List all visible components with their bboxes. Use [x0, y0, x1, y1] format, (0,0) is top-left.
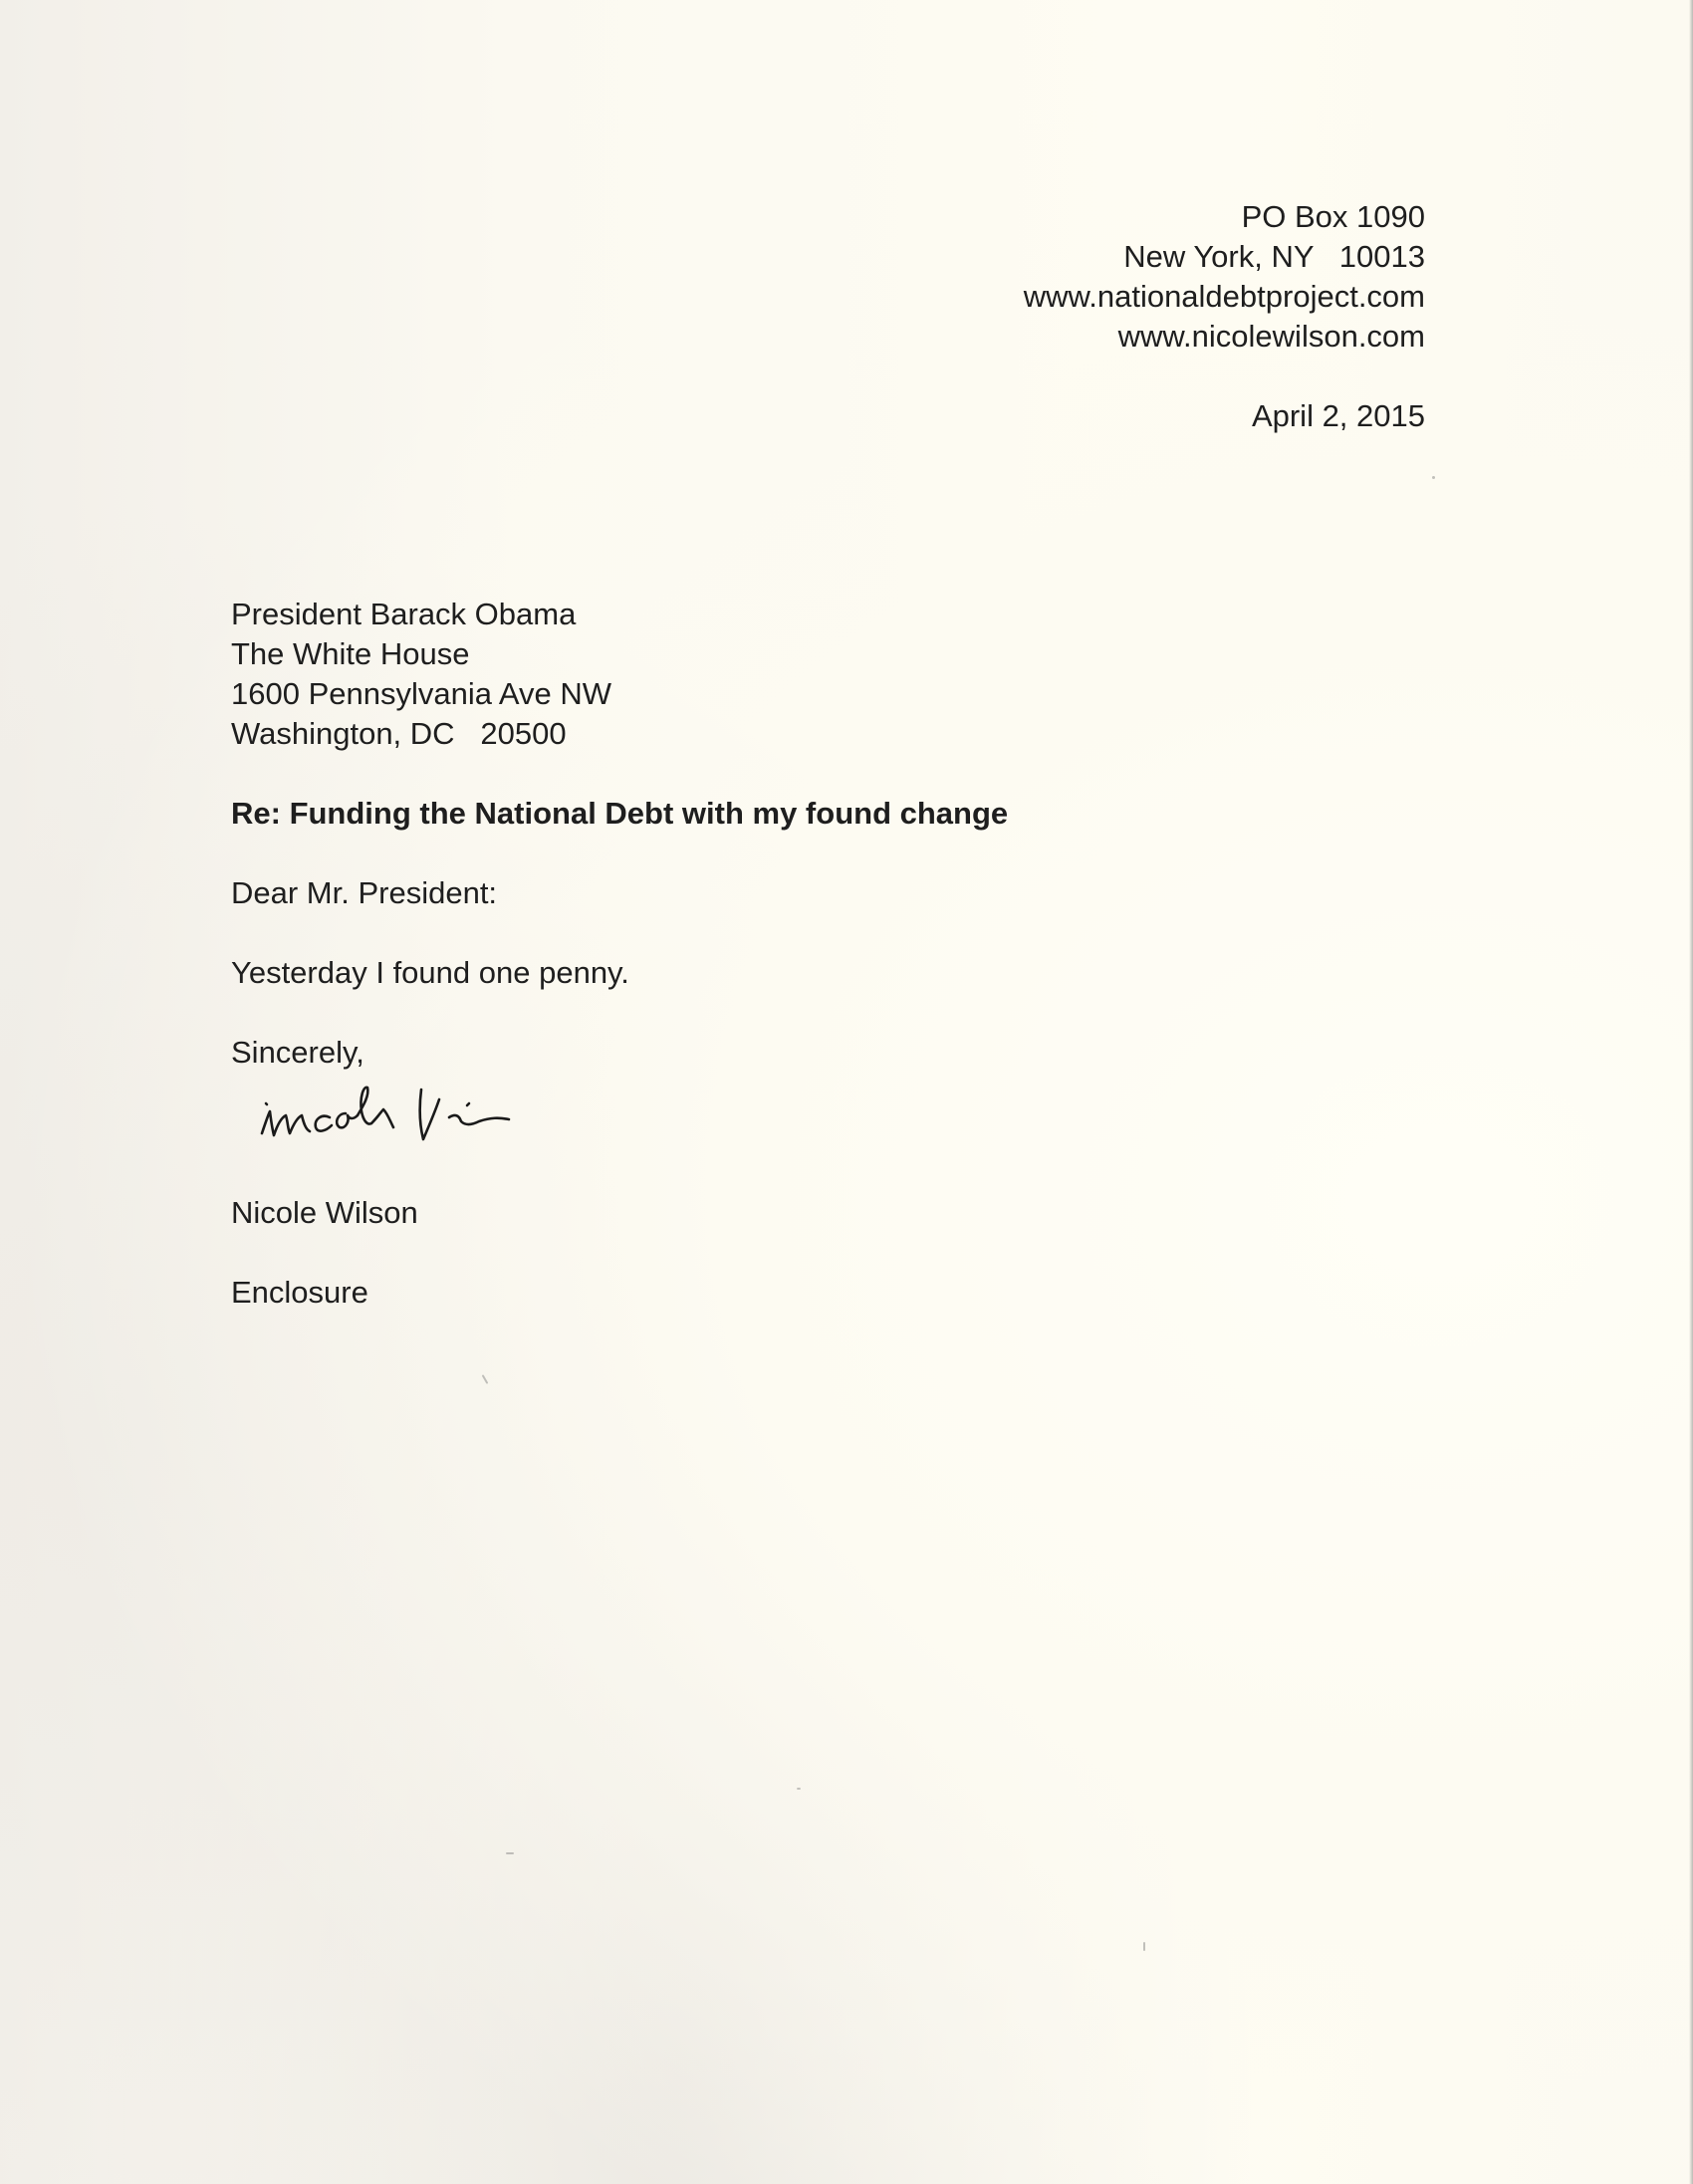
- sender-address-block: [1024, 197, 1425, 357]
- sender-website-2: www.nicolewilson.com: [1117, 319, 1425, 354]
- recipient-name: President Barack Obama: [231, 597, 577, 631]
- letter-date: April 2, 2015: [1251, 398, 1425, 433]
- letter-body: Yesterday I found one penny.: [231, 955, 629, 990]
- paper-speck: [1143, 1942, 1145, 1951]
- recipient-street: 1600 Pennsylvania Ave NW: [231, 676, 611, 711]
- paper-speck: [482, 1374, 489, 1384]
- page-edge-shadow: [1689, 0, 1693, 2184]
- paper-speck: [506, 1852, 514, 1854]
- sender-city-state-zip: New York, NY 10013: [1123, 239, 1425, 274]
- salutation: Dear Mr. President:: [231, 875, 498, 910]
- recipient-organization: The White House: [231, 636, 470, 671]
- sender-po-box: PO Box 1090: [1241, 199, 1425, 234]
- closing: Sincerely,: [231, 1035, 364, 1070]
- handwritten-signature: [254, 1076, 622, 1165]
- paper-speck: [797, 1788, 801, 1790]
- sender-website-1: www.nationaldebtproject.com: [1023, 279, 1425, 314]
- subject-line: Re: Funding the National Debt with my found change: [231, 796, 1009, 831]
- signer-name: Nicole Wilson: [231, 1195, 418, 1230]
- paper-speck: [1432, 476, 1435, 479]
- recipient-city-state-zip: Washington, DC 20500: [231, 716, 567, 751]
- recipient-address-block: [231, 595, 611, 754]
- enclosure-notation: Enclosure: [231, 1275, 368, 1310]
